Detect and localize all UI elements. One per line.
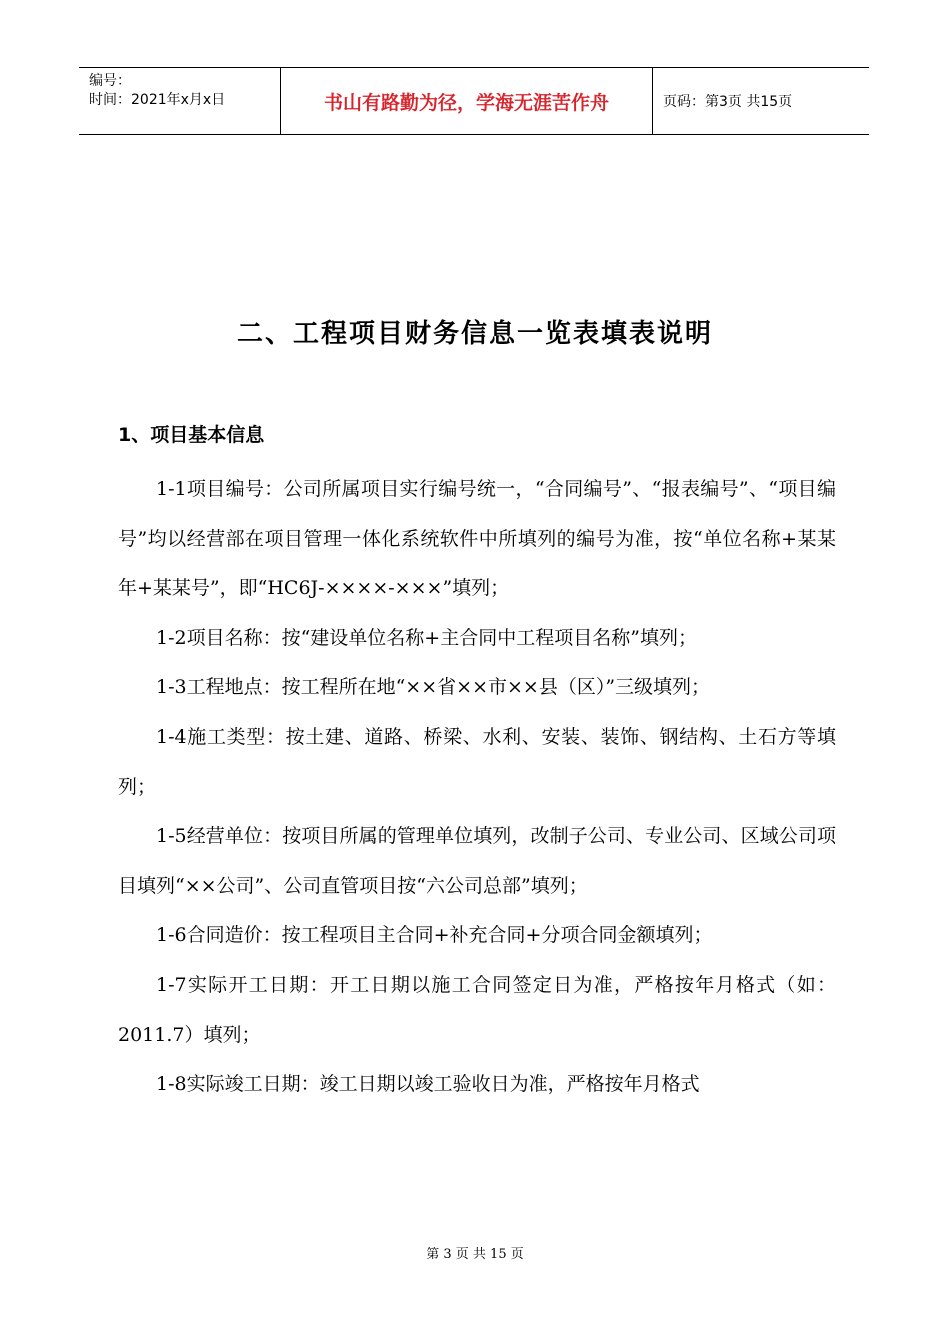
page-footer: 第 3 页 共 15 页 [426, 1247, 524, 1262]
paragraph-item-1-4: 1-4施工类型：按土建、道路、桥梁、水利、安装、装饰、钢结构、土石方等填列； [118, 725, 836, 798]
paragraph-item-1-6: 1-6合同造价：按工程项目主合同+补充合同+分项合同金额填列； [156, 924, 713, 947]
document-body [118, 465, 836, 1110]
document-time-label: 时间：2021年x月x日 [89, 92, 226, 108]
document-number-label: 编号： [89, 73, 131, 89]
paragraph-item-1-5: 1-5经营单位：按项目所属的管理单位填列，改制子公司、专业公司、区域公司项目填列“××公司”、公司直管项目按“六公司总部”填列； [118, 825, 836, 897]
paragraph-item-1-7: 1-7实际开工日期：开工日期以施工合同签定日为准，严格按年月格式（如：2011.7）填列； [118, 973, 836, 1046]
document-header [79, 67, 869, 135]
section-heading: 1、项目基本信息 [118, 424, 265, 446]
paragraph-item-1-8: 1-8实际竣工日期：竣工日期以竣工验收日为准，严格按年月格式 [156, 1073, 700, 1096]
paragraph-item-1-1: 1-1项目编号：公司所属项目实行编号统一，“合同编号”、“报表编号”、“项目编号”均以经营部在项目管理一体化系统软件中所填列的编号为准，按“单位名称+某某年+某某号”，即“HC6J-××××-×××”填列； [118, 478, 836, 600]
header-meta-cell [79, 68, 281, 134]
document-title: 二、工程项目财务信息一览表填表说明 [236, 319, 713, 349]
header-page-info: 页码：第3页 共15页 [663, 94, 793, 110]
paragraph-item-1-2: 1-2项目名称：按“建设单位名称+主合同中工程项目名称”填列； [156, 626, 697, 649]
header-motto: 书山有路勤为径，学海无涯苦作舟 [281, 68, 653, 134]
paragraph-item-1-3: 1-3工程地点：按工程所在地“××省××市××县（区）”三级填列； [156, 676, 711, 699]
